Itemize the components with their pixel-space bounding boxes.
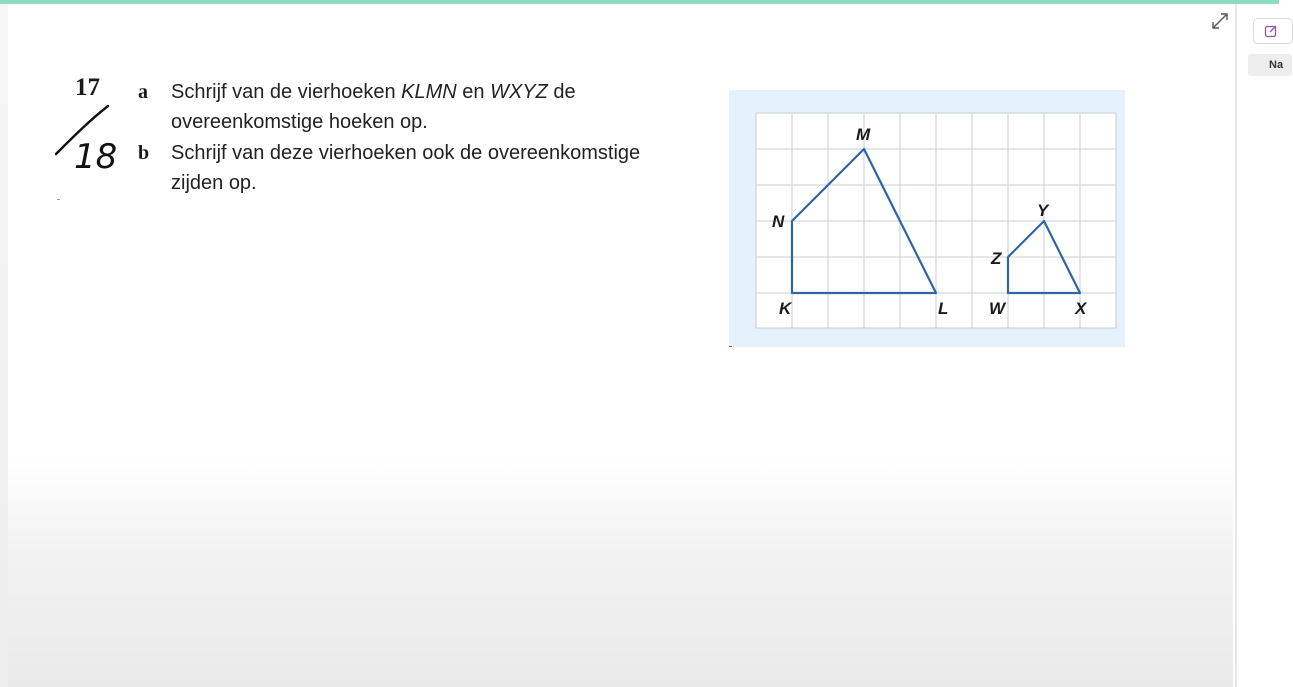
label-k: K [779,299,792,318]
edit-button[interactable] [1253,18,1293,44]
left-edge [0,4,8,687]
shape-name-klmn: KLMN [401,81,457,103]
part-a-letter: a [138,81,148,103]
edit-icon [1264,24,1278,38]
expand-icon [1210,11,1230,31]
svg-text:18: 18 [74,137,118,177]
name-chip[interactable]: Na [1248,54,1292,76]
grid [756,113,1116,328]
label-z: Z [991,249,1002,268]
label-w: W [989,299,1006,318]
handwritten-annotation [54,104,118,177]
stray-mark [57,199,60,200]
part-b-line-2: zijden op. [171,172,257,194]
figure-tick [729,346,732,347]
shape-name-wxyz: WXYZ [490,81,548,103]
label-m: M [856,125,871,144]
label-x: X [1075,299,1087,318]
part-a-line-1: Schrijf van de vierhoeken KLMN en WXYZ de [171,81,576,103]
part-b-letter: b [138,142,150,164]
exercise-number: 17 [75,74,100,101]
label-n: N [772,212,785,231]
expand-button[interactable] [1210,11,1230,31]
label-l: L [938,299,949,318]
right-side-panel [1235,4,1284,687]
label-y: Y [1037,201,1049,220]
part-a-line-2: overeenkomstige hoeken op. [171,111,428,133]
part-b-line-1: Schrijf van deze vierhoeken ook de overeenkomstige [171,142,641,164]
quadrilateral-figure [729,90,1125,347]
